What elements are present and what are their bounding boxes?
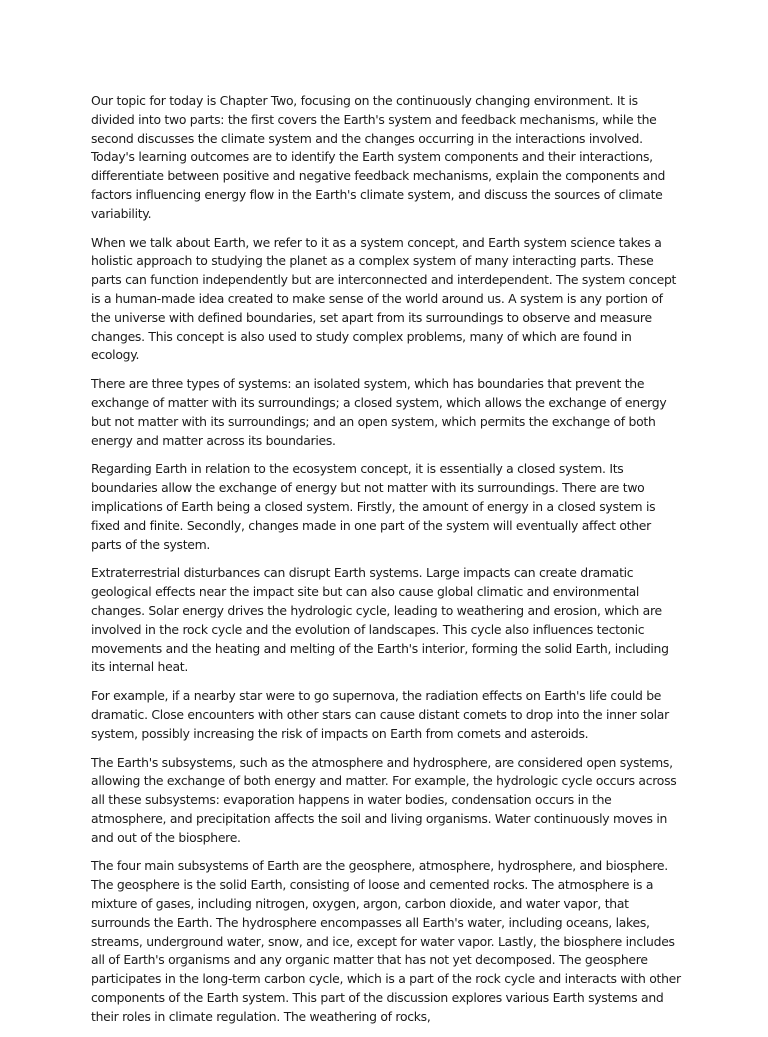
paragraph-types-of-systems: There are three types of systems: an isolated system, which has boundaries that prevent the exchange of matter with its surroundings; a closed system, which allows the exchange of energy but not matter with its surroundings; and an open system, which permits the exchange of both energy and matter across its boundaries. [91,376,667,448]
paragraph-four-subsystems: The four main subsystems of Earth are the geosphere, atmosphere, hydrosphere, and biosphere. The geosphere is the solid Earth, consisting of loose and cemented rocks. The atmosphere is a mixture of gases, including nitrogen, oxygen, argon, carbon dioxide, and water vapor, that surrounds the Earth. The hydrosphere encompasses all Earth's water, including oceans, lakes, streams, underground water, snow, and ice, except for water vapor. Lastly, the biosphere includes all of Earth's organisms and any organic matter that has not yet decomposed. The geosphere participates in the long-term carbon cycle, which is a part of the rock cycle and interacts with other components of the Earth system. This part of the discussion explores various Earth systems and their roles in climate regulation. The weathering of rocks, [91,858,681,1024]
document-body [91,92,681,1037]
paragraph-earth-closed-system: Regarding Earth in relation to the ecosystem concept, it is essentially a closed system. Its boundaries allow the exchange of energy but not matter with its surroundings. There are two implications of Earth being a closed system. Firstly, the amount of energy in a closed system is fixed and finite. Secondly, changes made in one part of the system will eventually affect other parts of the system. [91,461,656,552]
paragraph-extraterrestrial-disturbances: Extraterrestrial disturbances can disrupt Earth systems. Large impacts can create dramatic geological effects near the impact site but can also cause global climatic and environmental changes. Solar energy drives the hydrologic cycle, leading to weathering and erosion, which are involved in the rock cycle and the evolution of landscapes. This cycle also influences tectonic movements and the heating and melting of the Earth's interior, forming the solid Earth, including its internal heat. [91,565,669,675]
paragraph-chapter-overview: Our topic for today is Chapter Two, focusing on the continuously changing environment. It is divided into two parts: the first covers the Earth's system and feedback mechanisms, while the second discusses the climate system and the changes occurring in the interactions involved. Today's learning outcomes are to identify the Earth system components and their interactions, differentiate between positive and negative feedback mechanisms, explain the components and factors influencing energy flow in the Earth's climate system, and discuss the sources of climate variability. [91,93,666,221]
paragraph-earth-system-concept: When we talk about Earth, we refer to it as a system concept, and Earth system science takes a holistic approach to studying the planet as a complex system of many interacting parts. These parts can function independently but are interconnected and interdependent. The system concept is a human-made idea created to make sense of the world around us. A system is any portion of the universe with defined boundaries, set apart from its surroundings to observe and measure changes. This concept is also used to study complex problems, many of which are found in ecology. [91,234,677,363]
paragraph-open-subsystems: The Earth's subsystems, such as the atmosphere and hydrosphere, are considered open systems, allowing the exchange of both energy and matter. For example, the hydrologic cycle occurs across all these subsystems: evaporation happens in water bodies, condensation occurs in the atmosphere, and precipitation affects the soil and living organisms. Water continuously moves in and out of the biosphere. [91,754,677,845]
paragraph-supernova-example: For example, if a nearby star were to go supernova, the radiation effects on Earth's life could be dramatic. Close encounters with other stars can cause distant comets to drop into the inner solar system, possibly increasing the risk of impacts on Earth from comets and asteroids. [91,688,669,741]
